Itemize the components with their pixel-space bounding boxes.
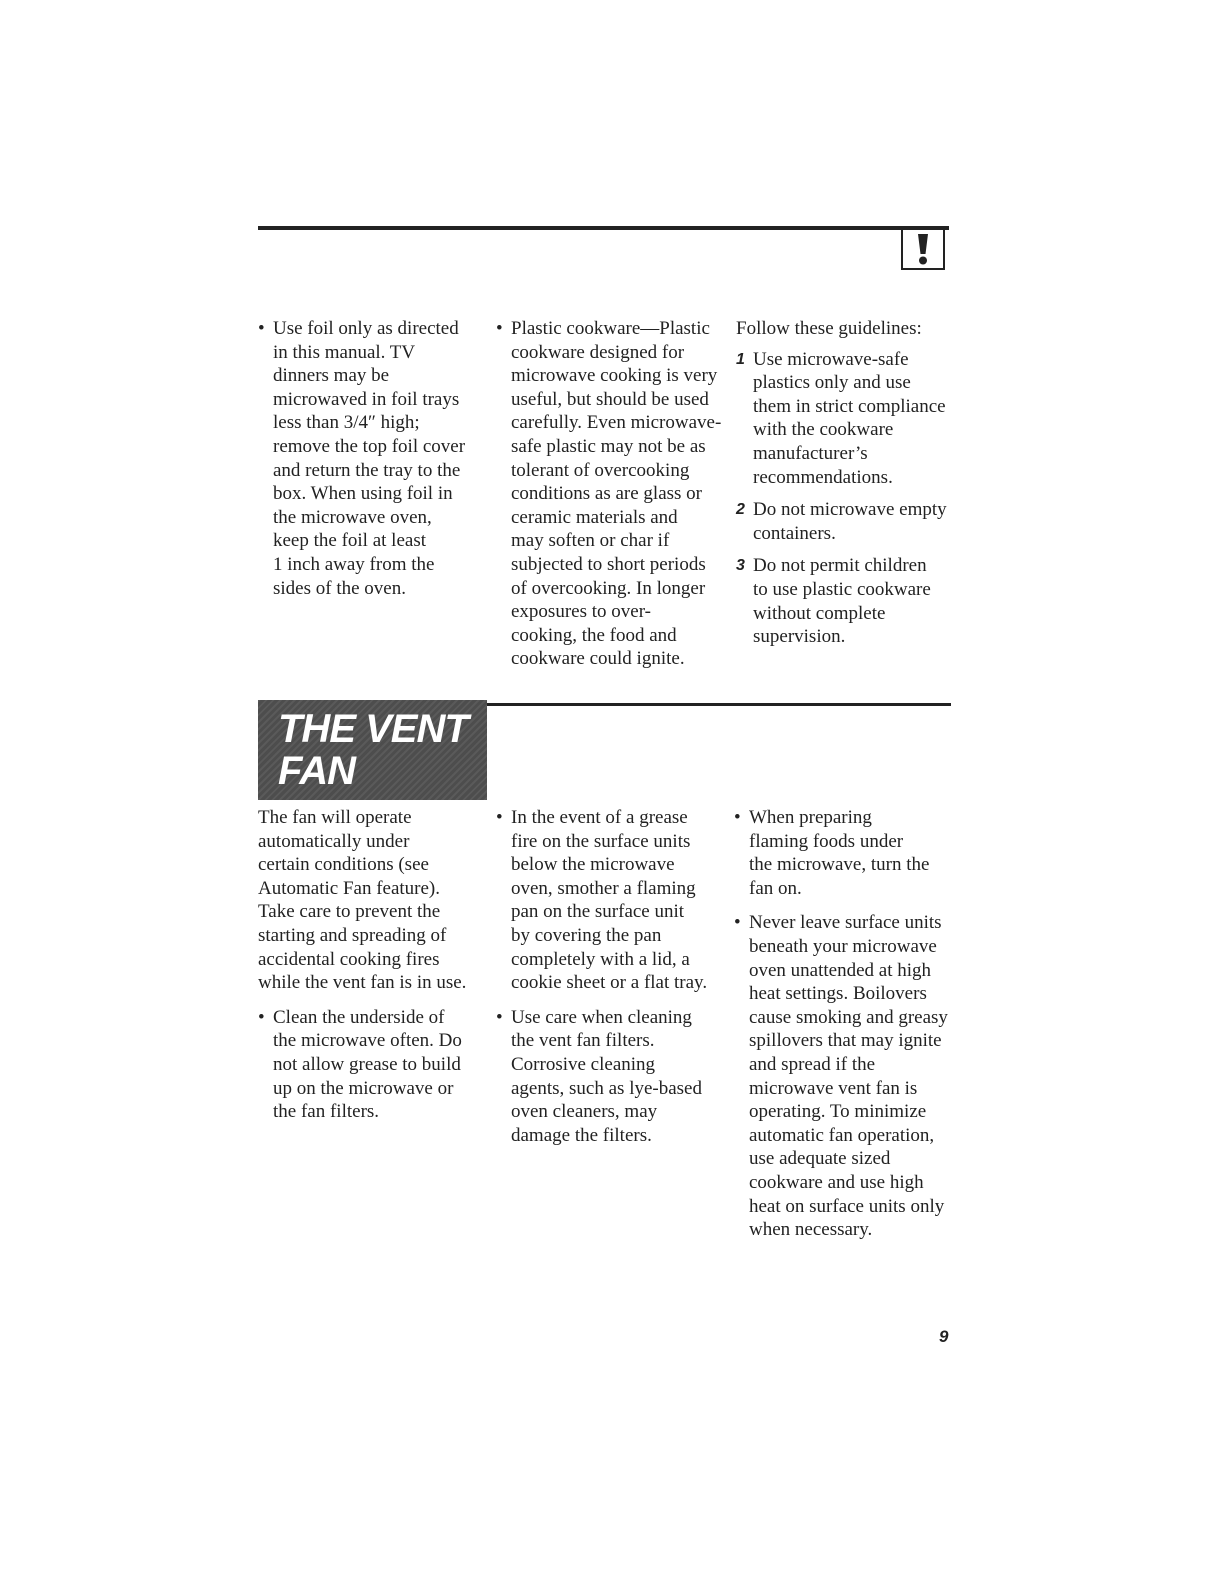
page-number: 9	[939, 1327, 949, 1346]
guidelines-column	[736, 317, 956, 649]
header-rule	[258, 226, 949, 230]
filter-cleaning-bullet: • Use care when cleaning the vent fan filters. Corrosive cleaning agents, such as lye-based oven cleaners, may damage the filters.	[496, 1006, 726, 1148]
foil-bullet: • Use foil only as directed in this manual. TV dinners may be microwaved in foil trays less than 3/4″ high; remove the top foil cover and return the tray to the box. When using foil in the microwave oven, keep the foil at least 1 inch away from the sides of the oven.	[258, 317, 483, 600]
guideline-number-2: 2	[736, 501, 745, 519]
foil-column	[258, 317, 483, 600]
clean-underside-bullet: • Clean the underside of the microwave often. Do not allow grease to build up on the microwave or the fan filters.	[258, 1006, 483, 1124]
plastic-cookware-bullet: • Plastic cookware—Plastic cookware designed for microwave cooking is very useful, but should be used carefully. Even microwave- safe plastic may not be as tolerant of overcooking conditions as are glass or ceramic materials and may soften or char if subjected to short periods of overcooking. In longer exposures to over- cooking, the food and cookware could ignite.	[496, 317, 726, 671]
guideline-item-3	[736, 554, 956, 648]
flaming-foods-bullet: • When preparing flaming foods under the microwave, turn the fan on.	[734, 806, 959, 900]
surface-units-bullet: • Never leave surface units beneath your microwave oven unattended at high heat settings. Boilovers cause smoking and greasy spillovers that may ignite and spread if the microwave vent fan is operating. To minimize automatic fan operation, use adequate sized cookware and use high heat on surface units only when necessary.	[734, 911, 959, 1241]
vent-fan-heading-box	[258, 700, 487, 800]
vent-fan-heading: THE VENT FAN	[278, 707, 468, 793]
vent-column-2	[496, 806, 726, 1147]
guideline-item-1	[736, 348, 956, 490]
plastic-column	[496, 317, 726, 671]
vent-column-3	[734, 806, 959, 1242]
vent-fan-intro: The fan will operate automatically under certain conditions (see Automatic Fan feature). Take care to prevent the starting and spreading of accidental cooking fires while the vent fan is in use.	[258, 807, 467, 994]
exclamation-warning-icon	[915, 233, 931, 265]
guideline-text-3: Do not permit children to use plastic cookware without complete supervision.	[753, 555, 931, 648]
guideline-number-1: 1	[736, 350, 745, 368]
guideline-text-1: Use microwave-safe plastics only and use them in strict compliance with the cookware manufacturer’s recommendations.	[753, 348, 946, 488]
guideline-text-2: Do not microwave empty containers.	[753, 499, 947, 544]
guideline-item-2	[736, 498, 956, 545]
guideline-number-3: 3	[736, 557, 745, 575]
warning-box	[901, 230, 945, 270]
grease-fire-bullet: • In the event of a grease fire on the surface units below the microwave oven, smother a flaming pan on the surface unit by covering the pan completely with a lid, a cookie sheet or a flat tray.	[496, 806, 726, 995]
guidelines-intro: Follow these guidelines:	[736, 318, 922, 339]
vent-section-rule	[487, 703, 951, 706]
vent-column-1	[258, 806, 483, 1124]
